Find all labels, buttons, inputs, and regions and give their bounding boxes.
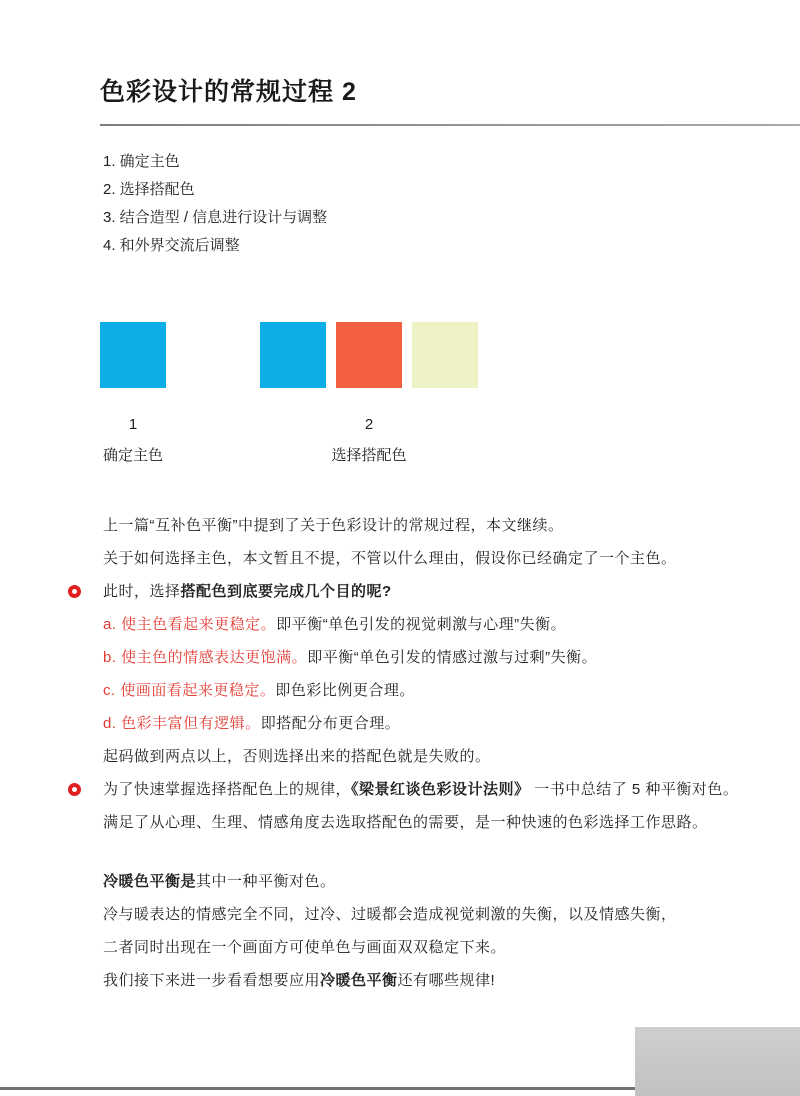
- paragraph-intro-1: [103, 509, 783, 542]
- text-segment: 即平衡“单色引发的视觉刺激与心理”失衡。: [276, 616, 567, 633]
- text-segment: c. 使画面看起来更稳定。: [103, 682, 276, 699]
- text-segment: 二者同时出现在一个画面方可使单色与画面双双稳定下来。: [103, 939, 507, 956]
- figure-number-2: 2: [364, 416, 374, 433]
- article-body: [103, 509, 783, 997]
- text-segment: 我们接下来进一步看看想要应用: [103, 972, 321, 989]
- pairing-color-swatch-blue: [260, 322, 326, 388]
- text-segment: 此时，选择: [103, 583, 181, 600]
- pairing-color-swatch-yellow: [412, 322, 478, 388]
- page-title: 色彩设计的常规过程 2: [100, 78, 357, 106]
- text-segment: 还有哪些规律!: [397, 972, 496, 989]
- main-color-swatch: [100, 322, 166, 388]
- paragraph-goal-b: [103, 641, 783, 674]
- text-segment: a. 使主色看起来更稳定。: [103, 616, 277, 633]
- step-item-3: 3. 结合造型 / 信息进行设计与调整: [103, 209, 328, 226]
- text-segment: 搭配色到底要完成几个目的呢?: [180, 583, 392, 600]
- text-segment: 冷暖色平衡是: [103, 873, 197, 890]
- figure-caption-main-color: 确定主色: [102, 447, 163, 464]
- text-segment: 冷与暖表达的情感完全不同，过冷、过暖都会造成视觉刺激的失衡，以及情感失衡，: [103, 906, 677, 923]
- text-segment: 即色彩比例更合理。: [275, 682, 415, 699]
- text-segment: b. 使主色的情感表达更饱满。: [103, 649, 308, 666]
- text-segment: 关于如何选择主色，本文暂且不提，不管以什么理由，假设你已经确定了一个主色。: [103, 550, 677, 567]
- figure-caption-pairing-color: 选择搭配色: [331, 447, 407, 464]
- text-segment: 满足了从心理、生理、情感角度去选取搭配色的需要，是一种快速的色彩选择工作思路。: [103, 814, 708, 831]
- text-segment: 为了快速掌握选择搭配色上的规律，: [103, 781, 352, 798]
- paragraph-conclusion: [103, 740, 783, 773]
- paragraph-coldwarm-4: [103, 964, 783, 997]
- text-segment: 即搭配分布更合理。: [260, 715, 401, 732]
- text-segment: 起码做到两点以上，否则选择出来的搭配色就是失败的。: [103, 748, 491, 765]
- paragraph-goal-d: [103, 707, 783, 740]
- step-item-2: 2. 选择搭配色: [103, 181, 195, 198]
- figure-number-1: 1: [128, 416, 138, 433]
- pairing-color-swatch-orange: [336, 322, 402, 388]
- paragraph-book-2: [103, 806, 783, 839]
- text-segment: 冷暖色平衡: [320, 972, 398, 989]
- text-segment: 其中一种平衡对色。: [196, 873, 336, 890]
- paragraph-question: [103, 575, 783, 608]
- paragraph-goal-a: [103, 608, 783, 641]
- text-segment: 上一篇“互补色平衡”中提到了关于色彩设计的常规过程，本文继续。: [103, 517, 564, 534]
- paragraph-coldwarm-2: [103, 898, 783, 931]
- bottom-gray-panel: [635, 1027, 800, 1096]
- text-segment: 一书中总结了 5 种平衡对色。: [529, 781, 739, 798]
- step-item-1: 1. 确定主色: [103, 153, 180, 170]
- bottom-divider-bar: [0, 1087, 640, 1090]
- paragraph-coldwarm-3: [103, 931, 783, 964]
- paragraph-book: [103, 773, 783, 806]
- paragraph-intro-2: [103, 542, 783, 575]
- text-segment: 《梁景红谈色彩设计法则》: [351, 781, 530, 798]
- text-segment: 即平衡“单色引发的情感过激与过剩”失衡。: [307, 649, 598, 666]
- red-bullet-icon: [68, 783, 81, 796]
- paragraph-coldwarm-1: [103, 865, 783, 898]
- title-divider: [100, 124, 800, 126]
- step-item-4: 4. 和外界交流后调整: [103, 237, 240, 254]
- text-segment: d. 色彩丰富但有逻辑。: [103, 715, 261, 732]
- process-steps-list: [103, 148, 327, 260]
- red-bullet-icon: [68, 585, 81, 598]
- paragraph-goal-c: [103, 674, 783, 707]
